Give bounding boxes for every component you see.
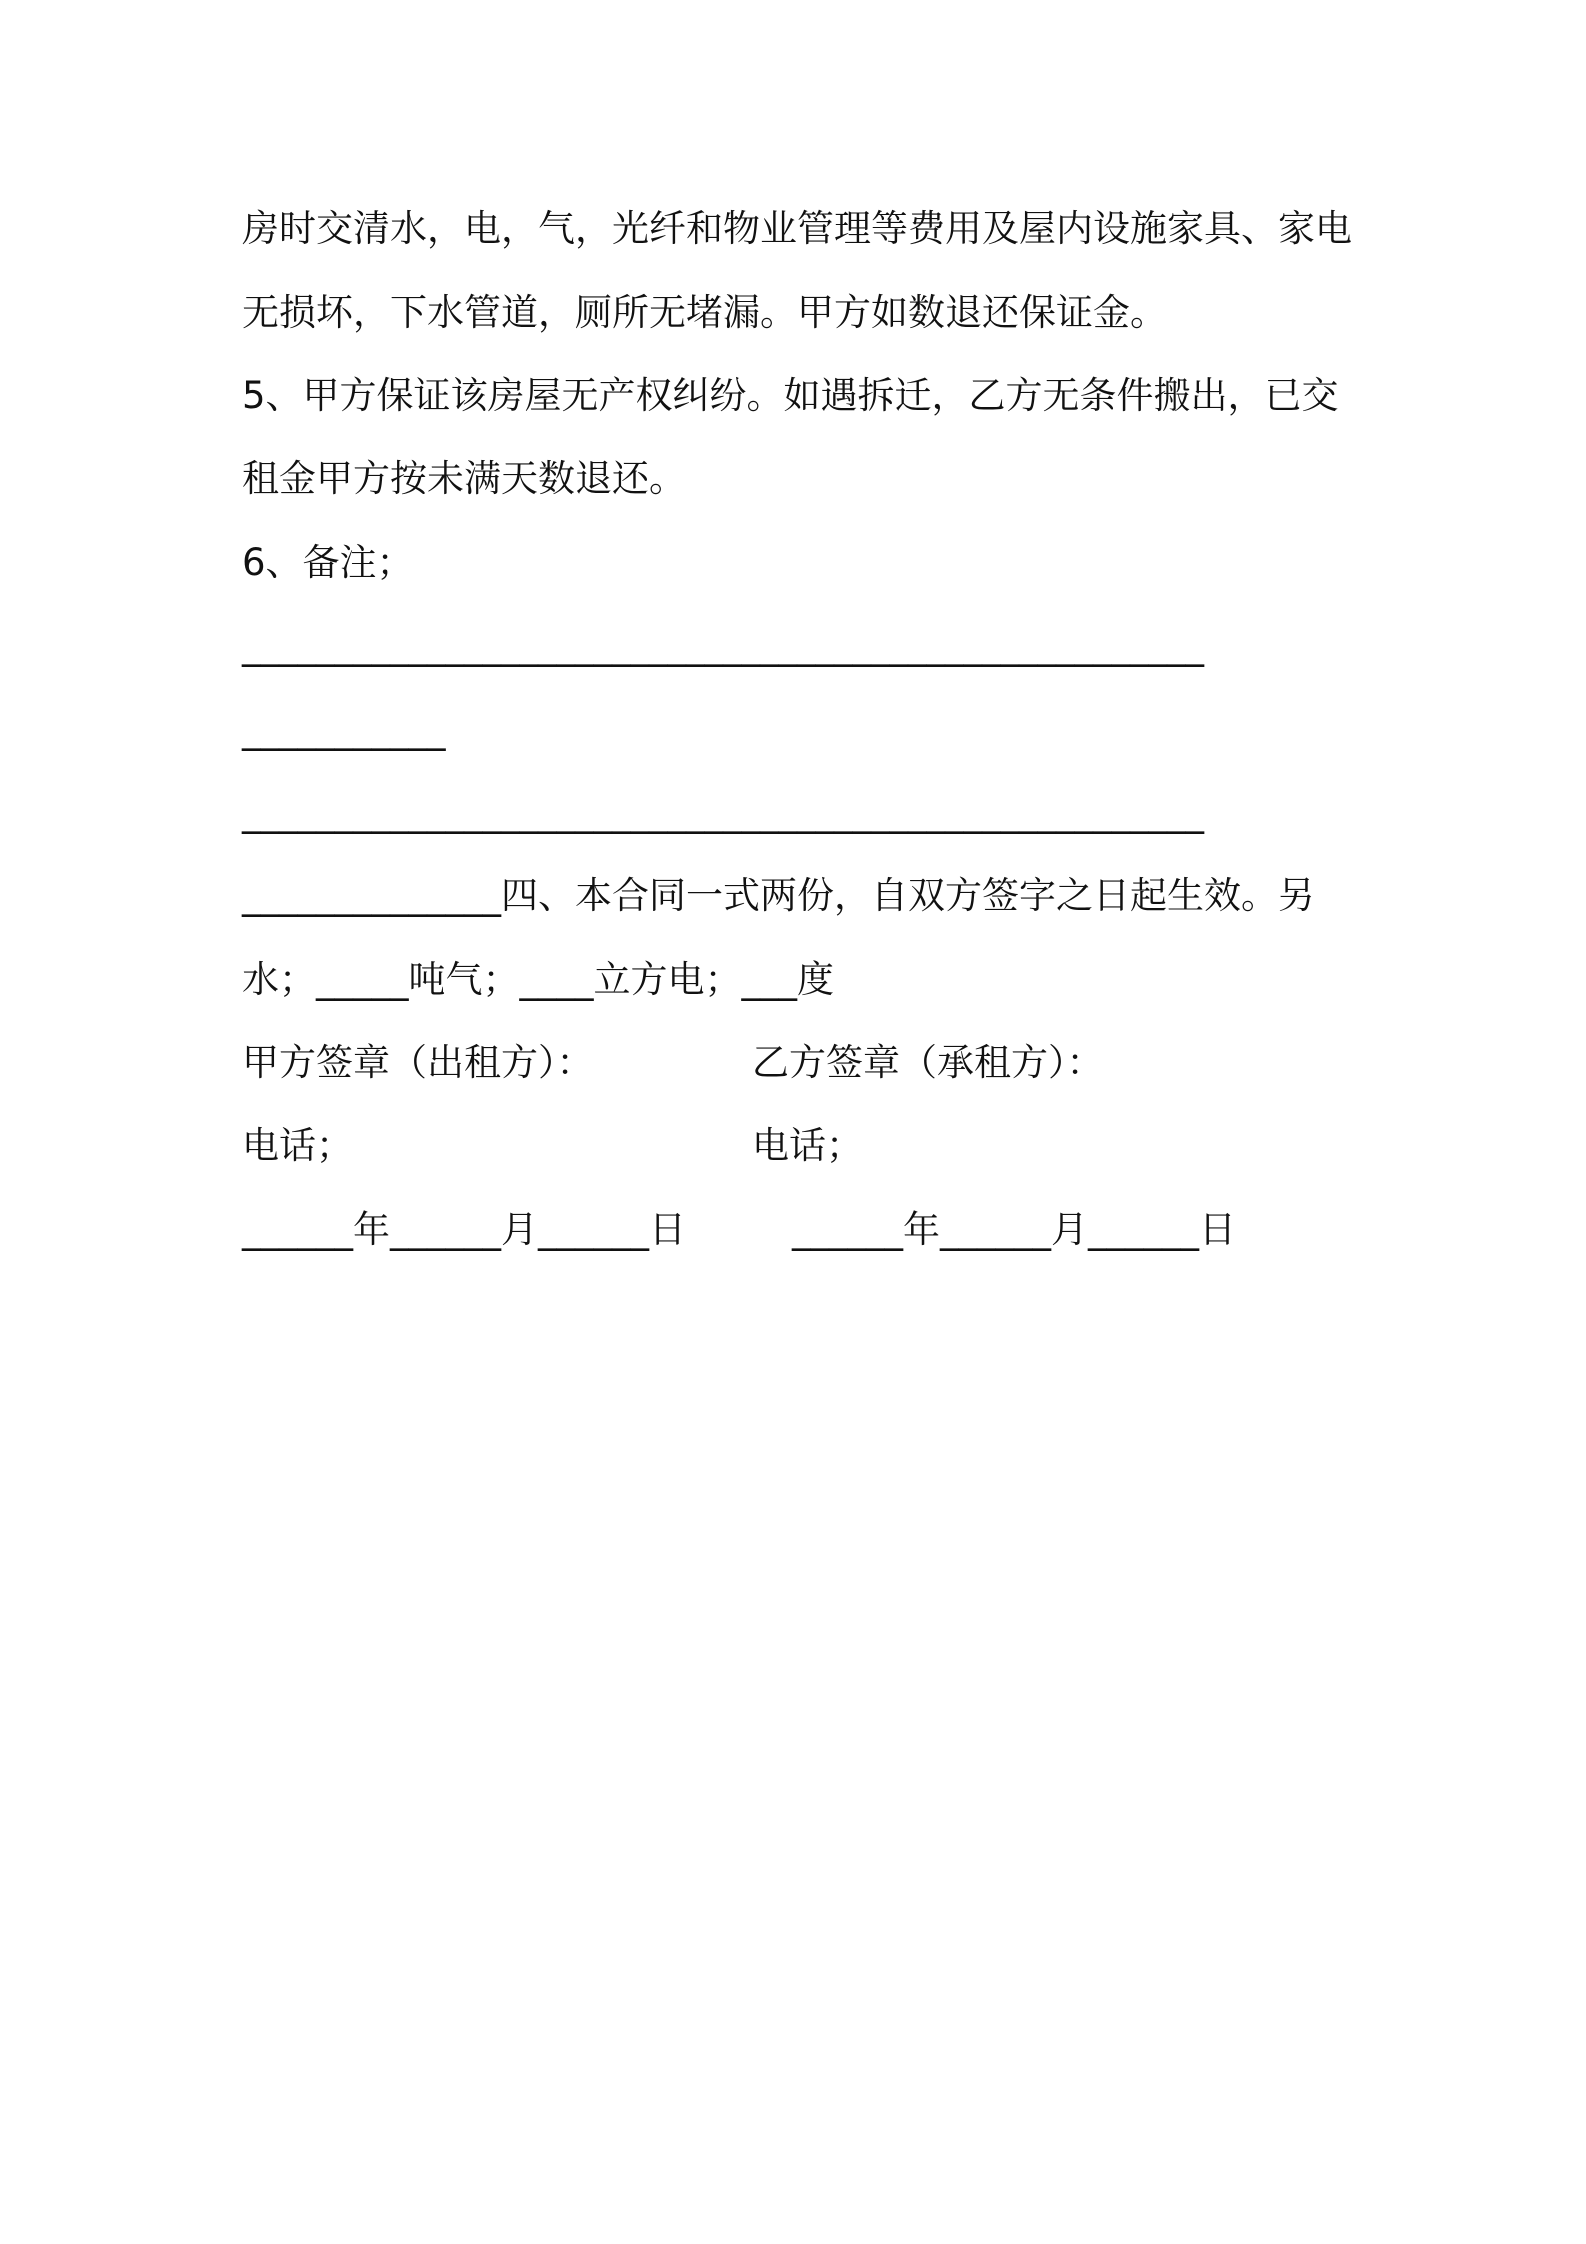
clause-5-line-1: 5、甲方保证该房屋无产权纠纷。如遇拆迁，乙方无条件搬出，已交 xyxy=(242,374,1339,417)
party-b-signature-label: 乙方签章（承租方）： xyxy=(752,1041,1104,1084)
clause-5-line-2: 租金甲方按未满天数退还。 xyxy=(242,457,686,500)
party-b-date: ______年______月______日 xyxy=(792,1208,1236,1251)
party-a-date: ______年______月______日 xyxy=(242,1208,686,1251)
clause-6-remarks: 6、备注； xyxy=(242,541,414,584)
utilities-line: 水；_____吨气；____立方电；___度 xyxy=(242,958,834,1001)
clause-4-line: ______________四、本合同一式两份，自双方签字之日起生效。另 xyxy=(242,874,1315,917)
remarks-blank-line-3: ____________________________________________________ xyxy=(242,791,1204,834)
remarks-blank-line-1: ____________________________________________________ xyxy=(242,624,1204,667)
paragraph-line-2: 无损坏，下水管道，厕所无堵漏。甲方如数退还保证金。 xyxy=(242,291,1167,334)
party-a-signature-label: 甲方签章（出租方）： xyxy=(242,1041,594,1084)
party-b-phone: 电话； xyxy=(752,1124,863,1167)
paragraph-line-1: 房时交清水，电，气，光纤和物业管理等费用及屋内设施家具、家电 xyxy=(242,207,1352,250)
remarks-blank-line-2: ___________ xyxy=(242,708,446,751)
party-a-phone: 电话； xyxy=(242,1124,353,1167)
